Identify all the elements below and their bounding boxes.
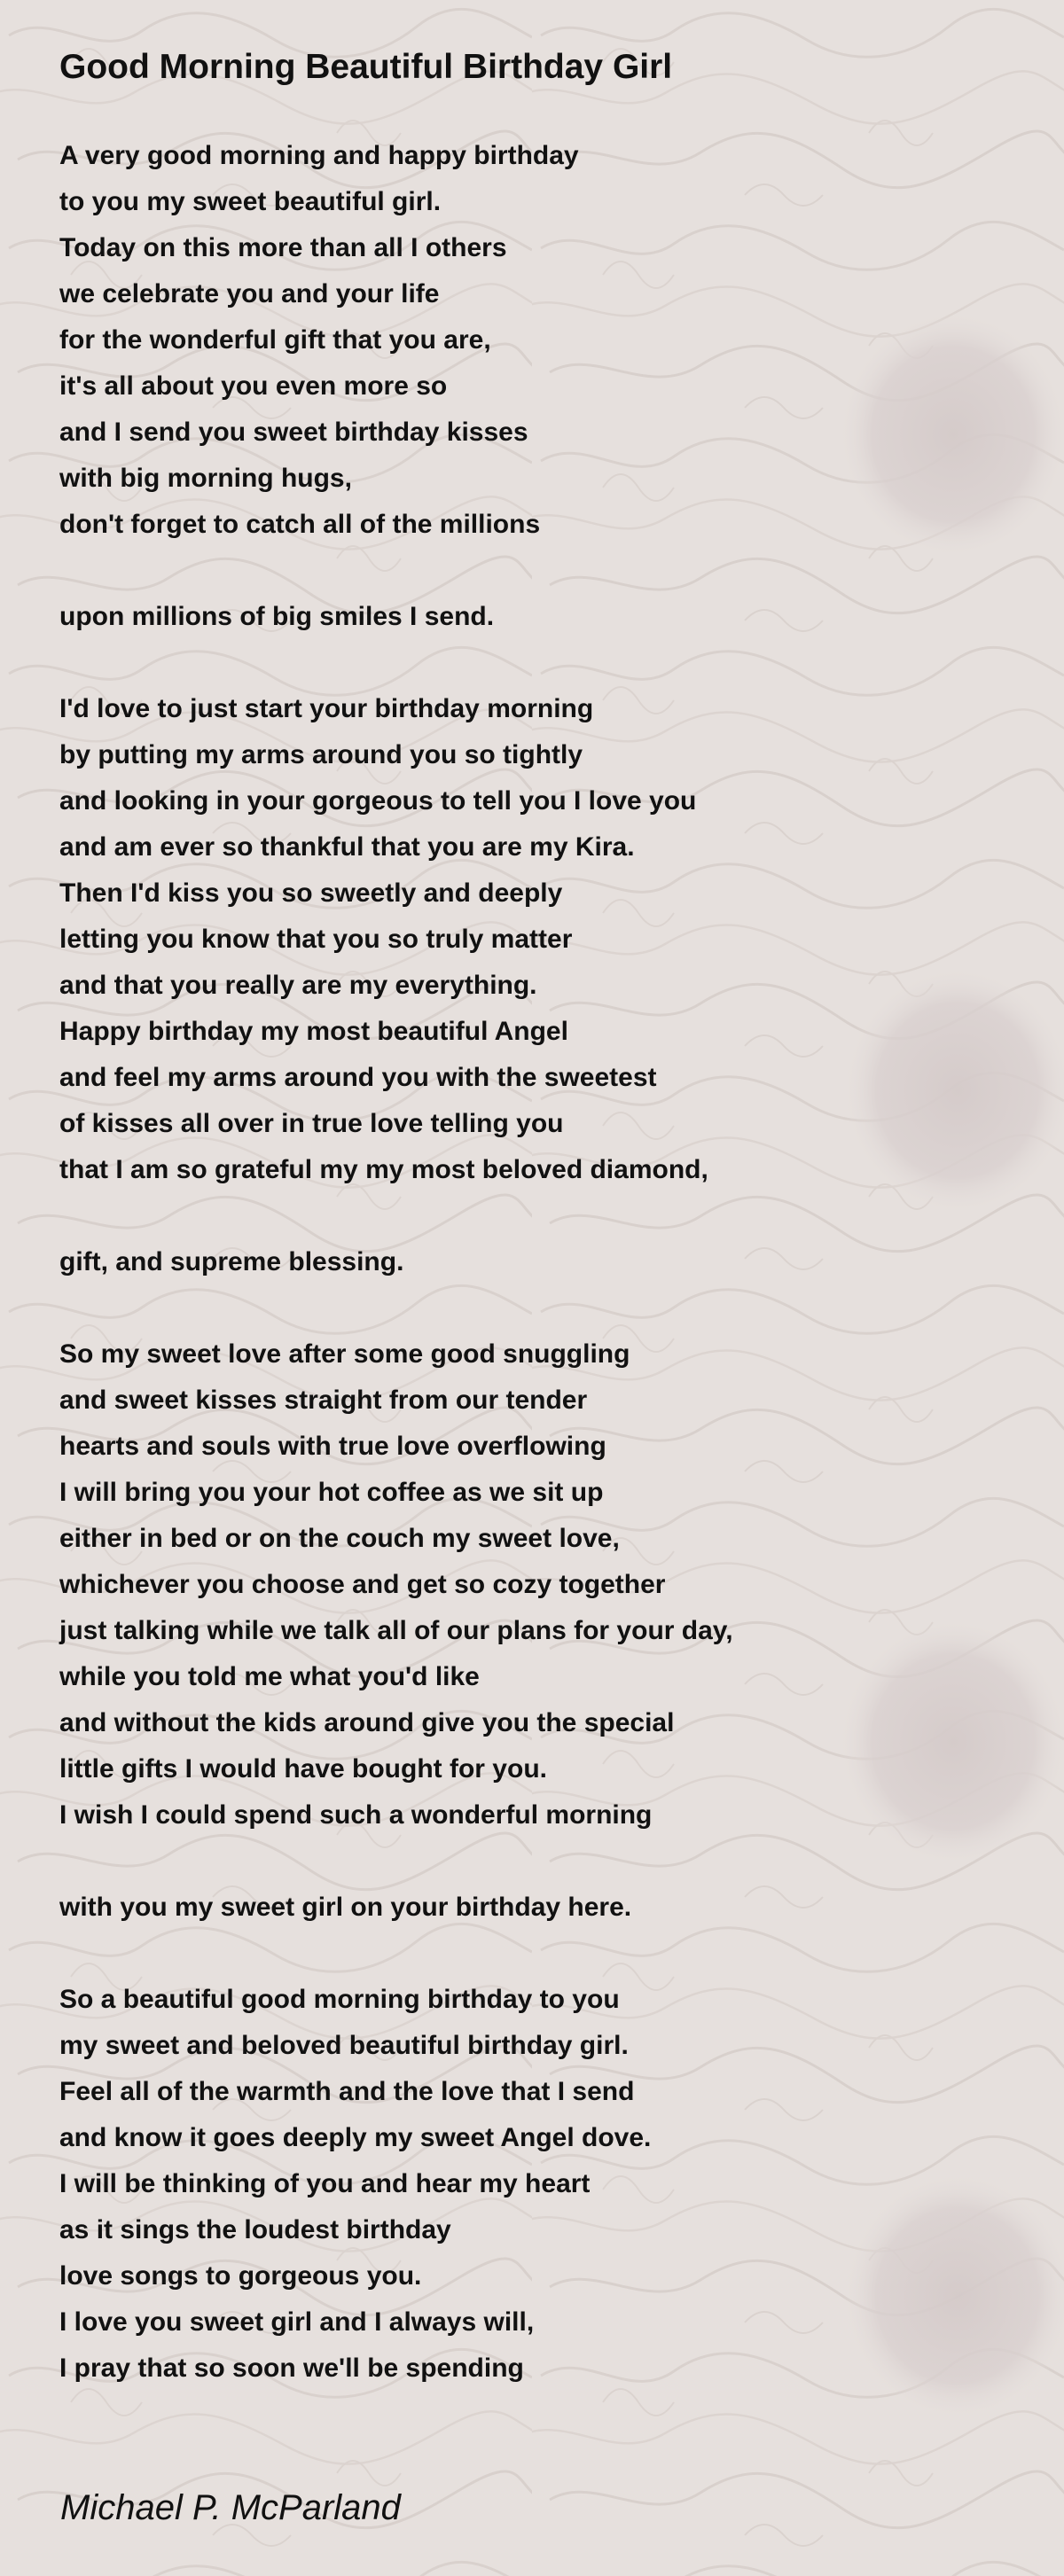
poem-line: I wish I could spend such a wonderful morning [59,1800,653,1830]
poem-body [59,133,999,2438]
stanza [59,1977,999,2392]
stanza [59,1885,999,1931]
poem-line: that I am so grateful my my most beloved diamond, [59,1155,708,1184]
poem-line: I love you sweet girl and I always will, [59,2307,535,2337]
poem-line: and without the kids around give you the special [59,1708,675,1737]
poem-line: and that you really are my everything. [59,971,537,1000]
poem-author: Michael P. McParland [60,2488,401,2527]
poem-line: and looking in your gorgeous to tell you I love you [59,786,697,816]
poem-line: letting you know that you so truly matter [59,925,573,954]
poem-line: I'd love to just start your birthday morning [59,694,594,723]
stanza [59,133,999,548]
poem-line: while you told me what you'd like [59,1662,480,1691]
poem-line: my sweet and beloved beautiful birthday girl. [59,2031,629,2060]
poem-line: for the wonderful gift that you are, [59,325,491,355]
poem-line: to you my sweet beautiful girl. [59,187,442,216]
stanza [59,686,999,1193]
poem-line: gift, and supreme blessing. [59,1247,404,1276]
poem-line: and feel my arms around you with the sweetest [59,1063,657,1092]
poem-line: Feel all of the warmth and the love that I send [59,2077,635,2106]
poem-line: and I send you sweet birthday kisses [59,418,528,447]
poem-line: love songs to gorgeous you. [59,2261,422,2291]
poem-line: Then I'd kiss you so sweetly and deeply [59,878,563,908]
poem-line: don't forget to catch all of the millions [59,510,541,539]
poem-line: with big morning hugs, [59,464,352,493]
poem-line: I will bring you your hot coffee as we sit up [59,1478,604,1507]
poem-line: it's all about you even more so [59,371,448,401]
stanza [59,1239,999,1285]
poem-line: I pray that so soon we'll be spending [59,2354,524,2383]
stanza [59,1331,999,1838]
poem-line: hearts and souls with true love overflowing [59,1432,606,1461]
poem-line: A very good morning and happy birthday [59,141,579,170]
poem-line: Today on this more than all I others [59,233,507,262]
stanza [59,594,999,640]
poem-line: and know it goes deeply my sweet Angel dove. [59,2123,652,2152]
poem-line: with you my sweet girl on your birthday here. [59,1893,632,1922]
poem-line: little gifts I would have bought for you. [59,1754,547,1784]
poem-line: and am ever so thankful that you are my Kira. [59,832,635,862]
poem-line: whichever you choose and get so cozy together [59,1570,666,1599]
poem-line: either in bed or on the couch my sweet love, [59,1524,620,1553]
poem-line: I will be thinking of you and hear my heart [59,2169,591,2198]
poem-line: Happy birthday my most beautiful Angel [59,1017,568,1046]
poem-line: So a beautiful good morning birthday to you [59,1985,620,2014]
poem-line: So my sweet love after some good snuggling [59,1339,630,1369]
poem-line: by putting my arms around you so tightly [59,740,583,769]
poem-line: just talking while we talk all of our plans for your day, [59,1616,733,1645]
poem-line: of kisses all over in true love telling you [59,1109,564,1138]
poem-title: Good Morning Beautiful Birthday Girl [59,48,673,86]
poem-line: we celebrate you and your life [59,279,440,308]
poem-line: and sweet kisses straight from our tender [59,1386,588,1415]
poem-line: upon millions of big smiles I send. [59,602,495,631]
poem-line: as it sings the loudest birthday [59,2215,451,2244]
